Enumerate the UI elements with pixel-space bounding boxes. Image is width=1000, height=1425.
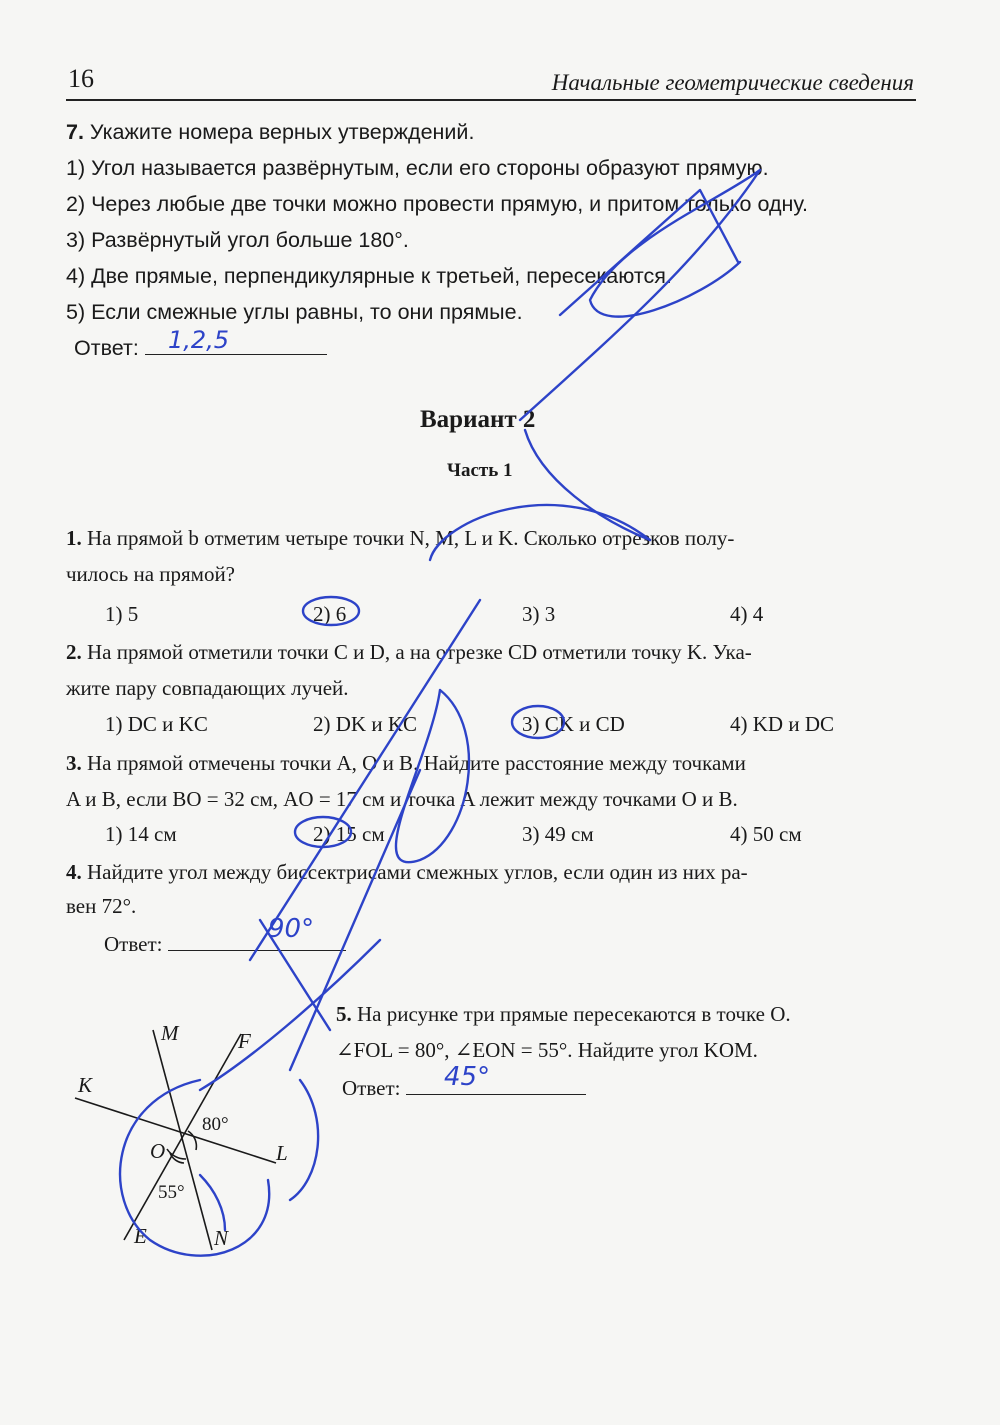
question-3-text: На прямой отмечены точки A, O и B. Найдите расстояние между точками xyxy=(81,751,746,775)
question-5-text: На рисунке три прямые пересекаются в точке O. xyxy=(351,1002,791,1026)
question-3-option[interactable]: 2) 15 см xyxy=(313,822,385,846)
pen-scribble xyxy=(525,430,650,540)
question-2-option[interactable]: 4) KD и DC xyxy=(730,712,834,736)
question-3-option[interactable]: 4) 50 см xyxy=(730,822,802,846)
question-1-option[interactable]: 1) 5 xyxy=(105,602,139,626)
handwritten-answer: 45° xyxy=(444,1062,491,1092)
pen-scribble xyxy=(560,190,738,315)
question-4-line2: вен 72°. xyxy=(66,894,137,918)
point-label-m: M xyxy=(161,1021,179,1045)
point-label-l: L xyxy=(276,1141,288,1165)
question-1-option[interactable]: 3) 3 xyxy=(522,602,556,626)
pen-scribble xyxy=(430,505,650,560)
pen-scribble xyxy=(520,170,760,420)
part-title: Часть 1 xyxy=(447,460,513,481)
question-2-text: На прямой отметили точки C и D, а на отрезке CD отметили точку K. Ука- xyxy=(81,640,752,664)
answer-circle xyxy=(295,817,351,847)
pen-scribble xyxy=(200,1175,225,1230)
handwritten-answer: 90° xyxy=(268,914,315,944)
section-title: Начальные геометрические сведения xyxy=(551,70,914,95)
question-5-number: 5. xyxy=(336,1002,352,1026)
variant-title: Вариант 2 xyxy=(420,406,536,433)
task7-number: 7. xyxy=(66,120,84,144)
pen-scribble xyxy=(120,1080,269,1256)
question-1-text: На прямой b отметим четыре точки N, M, L и K. Сколько отрезков полу- xyxy=(81,526,735,550)
answer-label: Ответ: xyxy=(74,336,139,360)
question-3-option[interactable]: 1) 14 см xyxy=(105,822,177,846)
task7-statement: 4) Две прямые, перпендикулярные к третьей, пересекаются. xyxy=(66,264,672,288)
question-1-line2: чилось на прямой? xyxy=(66,562,236,586)
handwritten-answer: 1,2,5 xyxy=(168,326,230,354)
question-2-option[interactable]: 1) DC и KC xyxy=(105,712,208,736)
task7-statement: 3) Развёрнутый угол больше 180°. xyxy=(66,228,409,252)
question-1-option[interactable]: 2) 6 xyxy=(313,602,347,626)
question-2-line2: жите пару совпадающих лучей. xyxy=(66,676,349,700)
question-1-option[interactable]: 4) 4 xyxy=(730,602,764,626)
question-4-number: 4. xyxy=(66,860,82,884)
pen-scribble xyxy=(590,170,760,317)
answer-label: Ответ: xyxy=(342,1076,401,1100)
point-label-f: F xyxy=(238,1029,251,1053)
angle-eon-label: 55° xyxy=(158,1182,185,1203)
answer-circle xyxy=(512,706,564,738)
point-label-k: K xyxy=(78,1073,93,1097)
point-label-o: O xyxy=(150,1139,166,1163)
task7-text: Укажите номера верных утверждений. xyxy=(83,120,475,144)
question-5-line2: ∠FOL = 80°, ∠EON = 55°. Найдите угол KOM. xyxy=(336,1038,758,1062)
question-2-number: 2. xyxy=(66,640,82,664)
question-1-number: 1. xyxy=(66,526,82,550)
pen-scribble xyxy=(290,770,420,1070)
angle-fol-label: 80° xyxy=(202,1114,229,1135)
point-label-n: N xyxy=(214,1226,229,1250)
page-number: 16 xyxy=(68,64,94,93)
question-4-text: Найдите угол между биссектрисами смежных углов, если один из них ра- xyxy=(81,860,748,884)
question-2-option[interactable]: 2) DK и KC xyxy=(313,712,417,736)
answer-circle xyxy=(303,597,359,625)
task7-statement: 5) Если смежные углы равны, то они прямые. xyxy=(66,300,523,324)
answer-label: Ответ: xyxy=(104,932,163,956)
pen-scribble xyxy=(260,920,330,1030)
point-label-e: E xyxy=(134,1224,147,1248)
question-3-line2: A и B, если BO = 32 см, AO = 17 см и точка A лежит между точками O и B. xyxy=(66,787,738,811)
task7-statement: 2) Через любые две точки можно провести прямую, и притом только одну. xyxy=(66,192,808,216)
pen-scribble xyxy=(250,600,480,960)
task7-statement: 1) Угол называется развёрнутым, если его стороны образуют прямую. xyxy=(66,156,769,180)
question-3-option[interactable]: 3) 49 см xyxy=(522,822,594,846)
pen-scribble xyxy=(290,1080,318,1200)
question-2-option[interactable]: 3) CK и CD xyxy=(522,712,625,736)
question-3-number: 3. xyxy=(66,751,82,775)
